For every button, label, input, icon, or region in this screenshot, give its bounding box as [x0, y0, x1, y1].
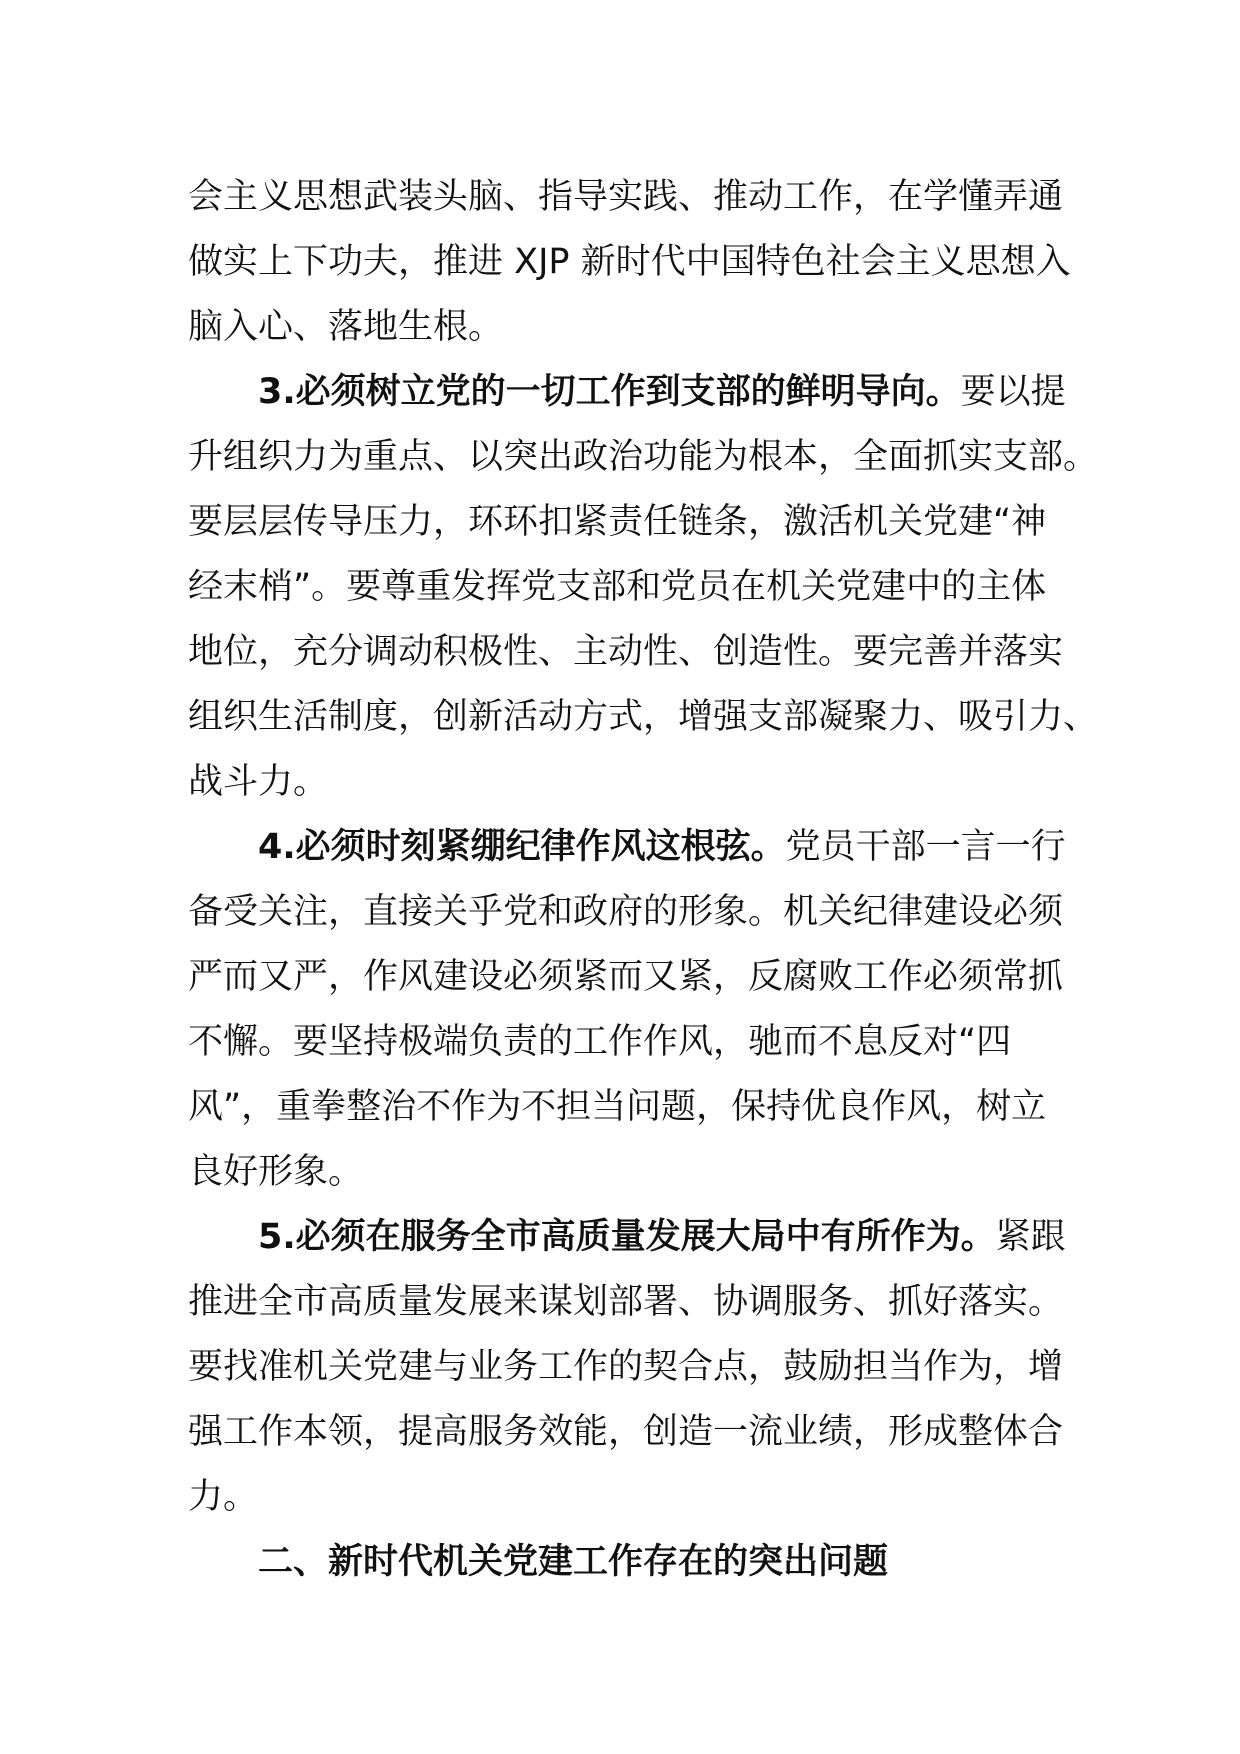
text-line: 经末梢”。要尊重发挥党支部和党员在机关党建中的主体 [188, 567, 1047, 607]
text-line: 组织生活制度，创新活动方式，增强支部凝聚力、吸引力、 [188, 697, 1099, 737]
text-line: 要层层传导压力，环环扣紧责任链条，激活机关党建“神 [188, 502, 1047, 542]
paragraph-first-line [188, 1205, 1066, 1270]
paragraph-tail: 党员干部一言一行 [785, 827, 1066, 867]
section-heading: 二、新时代机关党建工作存在的突出问题 [258, 1542, 889, 1582]
paragraph-tail: 紧跟 [995, 1217, 1066, 1257]
paragraph-lead: 5.必须在服务全市高质量发展大局中有所作为。 [258, 1217, 996, 1257]
text-line: 战斗力。 [188, 762, 329, 802]
text-line: 严而又严，作风建设必须紧而又紧，反腐败工作必须常抓 [188, 957, 1064, 997]
body-text [188, 165, 1099, 1595]
paragraph-tail: 要以提 [960, 372, 1066, 412]
text-line: 脑入心、落地生根。 [188, 307, 504, 347]
text-line: 会主义思想武装头脑、指导实践、推动工作，在学懂弄通 [188, 177, 1064, 217]
paragraph-item-3 [188, 360, 1099, 815]
text-line: 备受关注，直接关乎党和政府的形象。机关纪律建设必须 [188, 892, 1064, 932]
text-line: 风”，重拳整治不作为不担当问题，保持优良作风，树立 [188, 1087, 1047, 1127]
text-line: 地位，充分调动积极性、主动性、创造性。要完善并落实 [188, 632, 1064, 672]
paragraph-continuation [188, 165, 1071, 360]
paragraph-first-line [188, 815, 1066, 880]
paragraph-lead: 3.必须树立党的一切工作到支部的鲜明导向。 [258, 372, 961, 412]
paragraph-item-4 [188, 815, 1066, 1205]
paragraph-item-5 [188, 1205, 1066, 1530]
text-line: 推进全市高质量发展来谋划部署、协调服务、抓好落实。 [188, 1282, 1064, 1322]
text-line: 力。 [188, 1477, 259, 1517]
paragraph-lead: 4.必须时刻紧绷纪律作风这根弦。 [258, 827, 786, 867]
text-line: 不懈。要坚持极端负责的工作作风，驰而不息反对“四 [188, 1022, 1012, 1062]
text-line: 做实上下功夫，推进 XJP 新时代中国特色社会主义思想入 [188, 242, 1071, 282]
paragraph-first-line [188, 360, 1066, 425]
text-line: 强工作本领，提高服务效能，创造一流业绩，形成整体合 [188, 1412, 1064, 1452]
text-line: 良好形象。 [188, 1152, 364, 1192]
text-line: 升组织力为重点、以突出政治功能为根本，全面抓实支部。 [188, 437, 1099, 477]
text-line: 要找准机关党建与业务工作的契合点，鼓励担当作为，增 [188, 1347, 1064, 1387]
